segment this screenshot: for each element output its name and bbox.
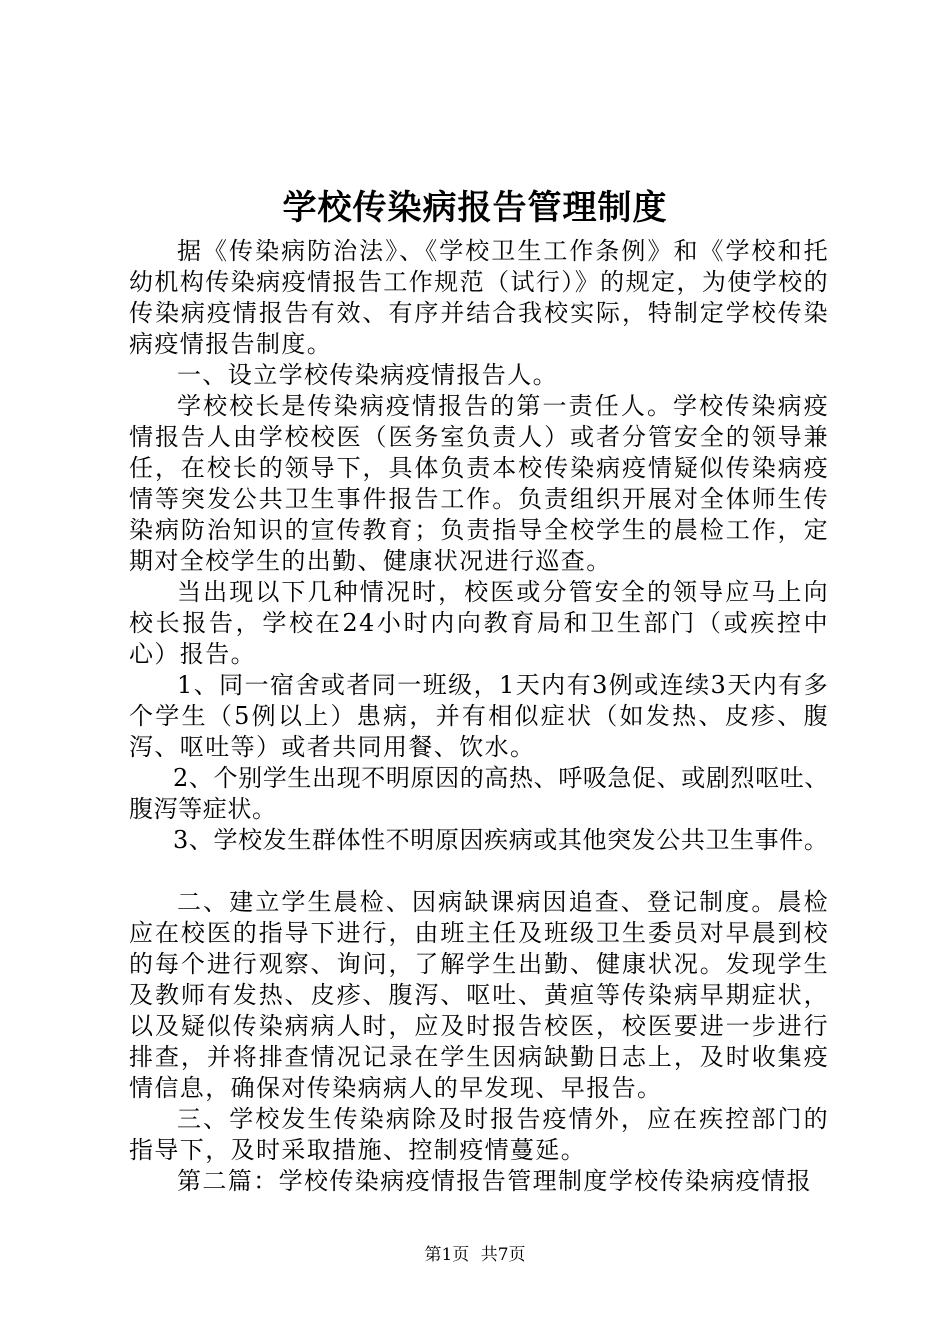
paragraph-section-1-heading: 一、设立学校传染病疫情报告人。: [177, 361, 558, 389]
paragraph-condition-2: 2、个别学生出现不明原因的高热、呼吸急促、或剧烈呕吐、腹泻等症状。: [129, 764, 829, 823]
paragraph-section-3: 三、学校发生传染病除及时报告疫情外，应在疾控部门的指导下，及时采取措施、控制疫情蔓延。: [129, 1105, 829, 1164]
paragraph-condition-1: 1、同一宿舍或者同一班级，1天内有3例或连续3天内有多个学生（5例以上）患病，并有相似症状（如发热、皮疹、腹泻、呕吐等）或者共同用餐、饮水。: [129, 671, 829, 761]
paragraph-spacer: [129, 856, 829, 887]
paragraph-section-1-body: 学校校长是传染病疫情报告的第一责任人。学校传染病疫情报告人由学校校医（医务室负责人）或者分管安全的领导兼任，在校长的领导下，具体负责本校传染病疫情疑似传染病疫情等突发公共卫生事件报告工作。负责组织开展对全体师生传染病防治知识的宣传教育；负责指导全校学生的晨检工作，定期对全校学生的出勤、健康状况进行巡查。: [129, 392, 829, 575]
document-title: 学校传染病报告管理制度: [282, 188, 668, 228]
paragraph-condition-3: 3、学校发生群体性不明原因疾病或其他突发公共卫生事件。: [173, 826, 829, 854]
page-total: 共7页: [480, 1245, 526, 1265]
page-number: 第1页: [424, 1245, 470, 1265]
paragraph-second-article: 第二篇：学校传染病疫情报告管理制度学校传染病疫情报: [177, 1167, 812, 1195]
paragraph-report-conditions: 当出现以下几种情况时，校医或分管安全的领导应马上向校长报告，学校在24小时内向教育局和卫生部门（或疾控中心）报告。: [129, 578, 829, 668]
paragraph-intro: 据《传染病防治法》、《学校卫生工作条例》和《学校和托幼机构传染病疫情报告工作规范（试行）》的规定，为使学校的传染病疫情报告有效、有序并结合我校实际，特制定学校传染病疫情报告制度。: [129, 237, 829, 358]
page-footer: [0, 1244, 950, 1266]
paragraph-section-2: 二、建立学生晨检、因病缺课病因追查、登记制度。晨检应在校医的指导下进行，由班主任及班级卫生委员对早晨到校的每个进行观察、询问，了解学生出勤、健康状况。发现学生及教师有发热、皮疹、腹泻、呕吐、黄疸等传染病早期症状，以及疑似传染病病人时，应及时报告校医，校医要进一步进行排查，并将排查情况记录在学生因病缺勤日志上，及时收集疫情信息，确保对传染病病人的早发现、早报告。: [129, 888, 829, 1102]
document-body: [129, 236, 829, 1197]
